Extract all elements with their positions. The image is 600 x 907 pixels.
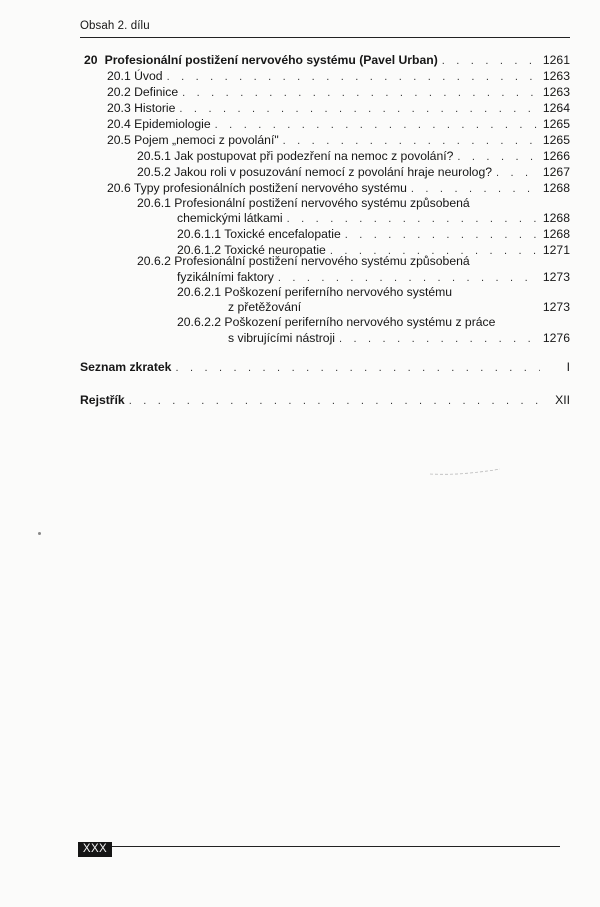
entry-title: 20.3 Historie bbox=[107, 101, 176, 115]
toc-entry[interactable] bbox=[177, 226, 570, 242]
entry-title-line: 20.6.2.2 Poškození periferního nervového systému z práce bbox=[177, 315, 496, 329]
toc-entry[interactable] bbox=[177, 269, 570, 285]
page-number: 1271 bbox=[542, 243, 570, 257]
toc-entry[interactable] bbox=[228, 330, 570, 346]
toc-chapter-row[interactable] bbox=[84, 52, 570, 68]
header-rule bbox=[80, 37, 570, 38]
entry-title: 20.6.1.2 Toxické neuropatie bbox=[177, 243, 326, 257]
entry-title: fyzikálními faktory bbox=[177, 270, 274, 284]
entry-title: 20.5.2 Jakou roli v posuzování nemocí z povolání hraje neurolog? bbox=[137, 165, 493, 179]
toc-appendix-entry[interactable] bbox=[80, 392, 570, 408]
entry-title-line: 20.6.1 Profesionální postižení nervového systému způsobená bbox=[137, 196, 470, 210]
page-number: 1268 bbox=[542, 211, 570, 225]
page-number: 1265 bbox=[542, 117, 570, 131]
entry-title-line: 20.6.2 Profesionální postižení nervového systému způsobená bbox=[137, 254, 470, 268]
page-number: 1264 bbox=[542, 101, 570, 115]
entry-title: z přetěžování bbox=[228, 300, 302, 314]
toc-entry[interactable] bbox=[107, 84, 570, 100]
toc-entry[interactable] bbox=[107, 132, 570, 148]
entry-title: 20.6 Typy profesionálních postižení nervového systému bbox=[107, 181, 407, 195]
page-number: XII bbox=[555, 393, 570, 407]
scan-mark bbox=[430, 468, 500, 478]
leader-dots bbox=[167, 69, 539, 85]
page-number: 1266 bbox=[542, 149, 570, 163]
toc-appendix-entry[interactable] bbox=[80, 359, 570, 375]
page-number: 1265 bbox=[542, 133, 570, 147]
chapter-number: 20 bbox=[84, 53, 98, 67]
toc-entry[interactable] bbox=[177, 210, 570, 226]
toc-entry[interactable] bbox=[107, 116, 570, 132]
chapter-title: Profesionální postižení nervového systému (Pavel Urban) bbox=[104, 53, 438, 67]
toc-entry[interactable] bbox=[107, 100, 570, 116]
leader-dots bbox=[442, 53, 539, 69]
entry-title: 20.4 Epidemiologie bbox=[107, 117, 211, 131]
leader-dots bbox=[457, 149, 538, 165]
leader-dots bbox=[287, 211, 539, 227]
entry-title-line: 20.6.2.1 Poškození periferního nervového systému bbox=[177, 285, 453, 299]
leader-dots bbox=[339, 331, 539, 347]
page-folio: XXX bbox=[78, 842, 112, 857]
leader-dots bbox=[215, 117, 539, 133]
leader-dots bbox=[129, 393, 540, 409]
page-number: 1263 bbox=[542, 69, 570, 83]
running-head: Obsah 2. dílu bbox=[80, 20, 150, 32]
entry-title: 20.2 Definice bbox=[107, 85, 179, 99]
toc-entry[interactable] bbox=[137, 164, 570, 180]
leader-dots bbox=[175, 360, 540, 376]
entry-title: 20.5.1 Jak postupovat při podezření na nemoc z povolání? bbox=[137, 149, 454, 163]
page-number: 1276 bbox=[542, 331, 570, 345]
entry-title: s vibrujícími nástroji bbox=[228, 331, 336, 345]
page-number: 1261 bbox=[542, 53, 570, 67]
toc-entry[interactable] bbox=[228, 299, 570, 315]
page-number: 1263 bbox=[542, 85, 570, 99]
leader-dots bbox=[496, 165, 539, 181]
leader-dots bbox=[182, 85, 539, 101]
page-number: 1267 bbox=[542, 165, 570, 179]
toc-entry[interactable] bbox=[107, 180, 570, 196]
page-number: 1273 bbox=[542, 270, 570, 284]
toc-entry[interactable] bbox=[137, 148, 570, 164]
leader-dots bbox=[283, 133, 539, 149]
page-number: 1268 bbox=[542, 227, 570, 241]
leader-dots bbox=[179, 101, 538, 117]
leader-dots bbox=[345, 227, 539, 243]
entry-title: chemickými látkami bbox=[177, 211, 283, 225]
scan-speck bbox=[38, 532, 41, 535]
page-number: I bbox=[566, 360, 570, 374]
entry-title: 20.6.1.1 Toxické encefalopatie bbox=[177, 227, 341, 241]
entry-title: 20.5 Pojem „nemoci z povolání" bbox=[107, 133, 279, 147]
page-number: 1268 bbox=[542, 181, 570, 195]
footer-rule bbox=[80, 846, 560, 847]
entry-title: 20.1 Úvod bbox=[107, 69, 163, 83]
page-number: 1273 bbox=[542, 300, 570, 314]
toc-entry[interactable] bbox=[107, 68, 570, 84]
entry-title: Rejstřík bbox=[80, 393, 125, 407]
entry-title: Seznam zkratek bbox=[80, 360, 172, 374]
